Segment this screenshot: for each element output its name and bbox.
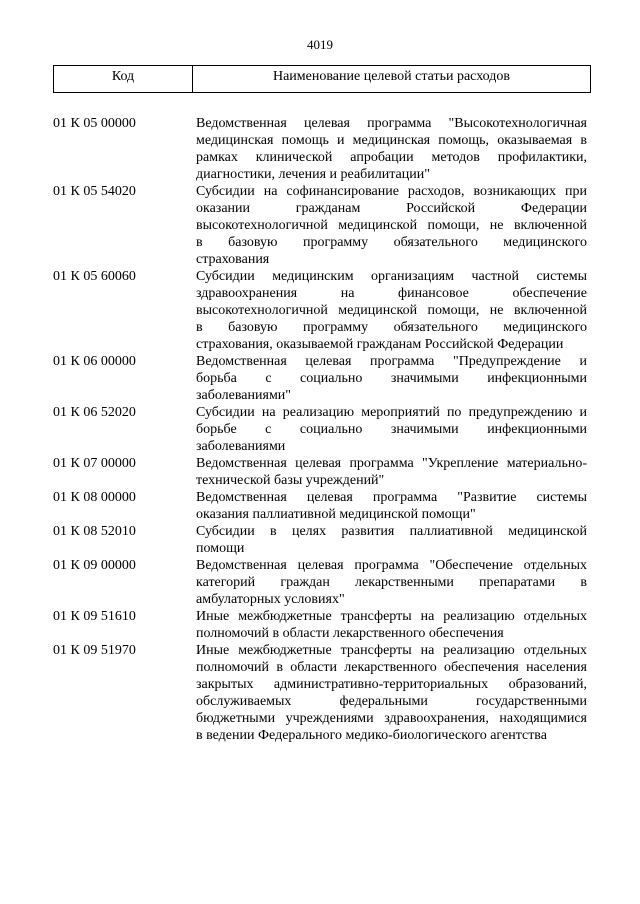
row-name-line: страхования, оказываемой гражданам Российской Федерации	[196, 337, 564, 352]
row-name	[196, 404, 587, 455]
row-name-line: страхования	[196, 252, 270, 267]
row-name-line: в базовую программу обязательного медицинского	[196, 235, 587, 250]
row-name-line: Ведомственная целевая программа "Высокотехнологичная	[196, 116, 587, 131]
row-name-line: Ведомственная целевая программа "Обеспечение отдельных	[196, 558, 587, 573]
table-row	[53, 557, 588, 608]
row-name-line: Ведомственная целевая программа "Предупреждение и	[196, 354, 587, 369]
row-code: 01 К 05 60060	[53, 269, 136, 284]
row-name-line: Субсидии на реализацию мероприятий по предупреждению и	[196, 405, 587, 420]
row-name-line: полномочий в области лекарственного обеспечения	[196, 626, 504, 641]
row-name-line: оказании гражданам Российской Федерации	[196, 201, 587, 216]
row-name-line: борьба с социально значимыми инфекционными	[196, 371, 587, 386]
row-name-line: Иные межбюджетные трансферты на реализацию отдельных	[196, 643, 587, 658]
row-name-line: бюджетными учреждениями здравоохранения, находящимися	[196, 711, 587, 726]
table-header	[53, 65, 591, 93]
header-code: Код	[54, 66, 193, 92]
table-row	[53, 404, 588, 455]
table-row	[53, 183, 588, 268]
row-name-line: Субсидии на софинансирование расходов, возникающих при	[196, 184, 587, 199]
table-row	[53, 642, 588, 744]
row-name-line: помощи	[196, 541, 245, 556]
row-name-line: категорий граждан лекарственными препаратами в	[196, 575, 587, 590]
row-name	[196, 557, 587, 608]
table-row	[53, 489, 588, 523]
row-name	[196, 642, 587, 744]
row-code: 01 К 05 00000	[53, 116, 136, 131]
row-name-line: Ведомственная целевая программа "Укрепление материально-	[196, 456, 587, 471]
row-name	[196, 523, 587, 557]
table-row	[53, 353, 588, 404]
table-row	[53, 608, 588, 642]
header-name: Наименование целевой статьи расходов	[272, 69, 511, 84]
row-name-line: в ведении Федерального медико-биологического агентства	[196, 728, 547, 743]
row-name-line: борьбе с социально значимыми инфекционными	[196, 422, 587, 437]
row-name-line: заболеваниями"	[196, 388, 292, 403]
row-name-line: Иные межбюджетные трансферты на реализацию отдельных	[196, 609, 587, 624]
row-name-line: технической базы учреждений"	[196, 473, 385, 488]
table-row	[53, 115, 588, 183]
row-code: 01 К 09 00000	[53, 558, 136, 573]
row-code: 01 К 05 54020	[53, 184, 136, 199]
row-name	[196, 608, 587, 642]
row-name-line: оказания паллиативной медицинской помощи"	[196, 507, 476, 522]
row-name-line: закрытых административно-территориальных образований,	[196, 677, 587, 692]
row-name-line: здравоохранения на финансовое обеспечение	[196, 286, 587, 301]
row-code: 01 К 06 00000	[53, 354, 136, 369]
row-code: 01 К 09 51610	[53, 609, 136, 624]
row-name-line: амбулаторных условиях"	[196, 592, 345, 607]
row-name-line: рамках клинической апробации методов профилактики,	[196, 150, 587, 165]
row-code: 01 К 06 52020	[53, 405, 136, 420]
row-name	[196, 353, 587, 404]
row-name-line: Субсидии в целях развития паллиативной медицинской	[196, 524, 587, 539]
row-code: 01 К 07 00000	[53, 456, 136, 471]
table-row	[53, 455, 588, 489]
row-name-line: высокотехнологичной медицинской помощи, не включенной	[196, 303, 587, 318]
row-name-line: медицинская помощь и медицинская помощь, оказываемая в	[196, 133, 587, 148]
row-name-line: Субсидии медицинским организациям частной системы	[196, 269, 587, 284]
row-code: 01 К 08 00000	[53, 490, 136, 505]
table-row	[53, 268, 588, 353]
row-name-line: в базовую программу обязательного медицинского	[196, 320, 587, 335]
row-name-line: диагностики, лечения и реабилитации"	[196, 167, 430, 182]
row-code: 01 К 08 52010	[53, 524, 136, 539]
row-code: 01 К 09 51970	[53, 643, 136, 658]
row-name	[196, 115, 587, 183]
page-number: 4019	[307, 37, 333, 52]
row-name	[196, 489, 587, 523]
row-name	[196, 455, 587, 489]
table-body	[53, 115, 588, 744]
table-row	[53, 523, 588, 557]
row-name-line: Ведомственная целевая программа "Развитие системы	[196, 490, 587, 505]
row-name-line: обслуживаемых федеральными государственными	[196, 694, 587, 709]
row-name-line: заболеваниями	[196, 439, 286, 454]
row-name-line: полномочий в области лекарственного обеспечения населения	[196, 660, 587, 675]
row-name	[196, 183, 587, 268]
row-name-line: высокотехнологичной медицинской помощи, не включенной	[196, 218, 587, 233]
row-name	[196, 268, 587, 353]
